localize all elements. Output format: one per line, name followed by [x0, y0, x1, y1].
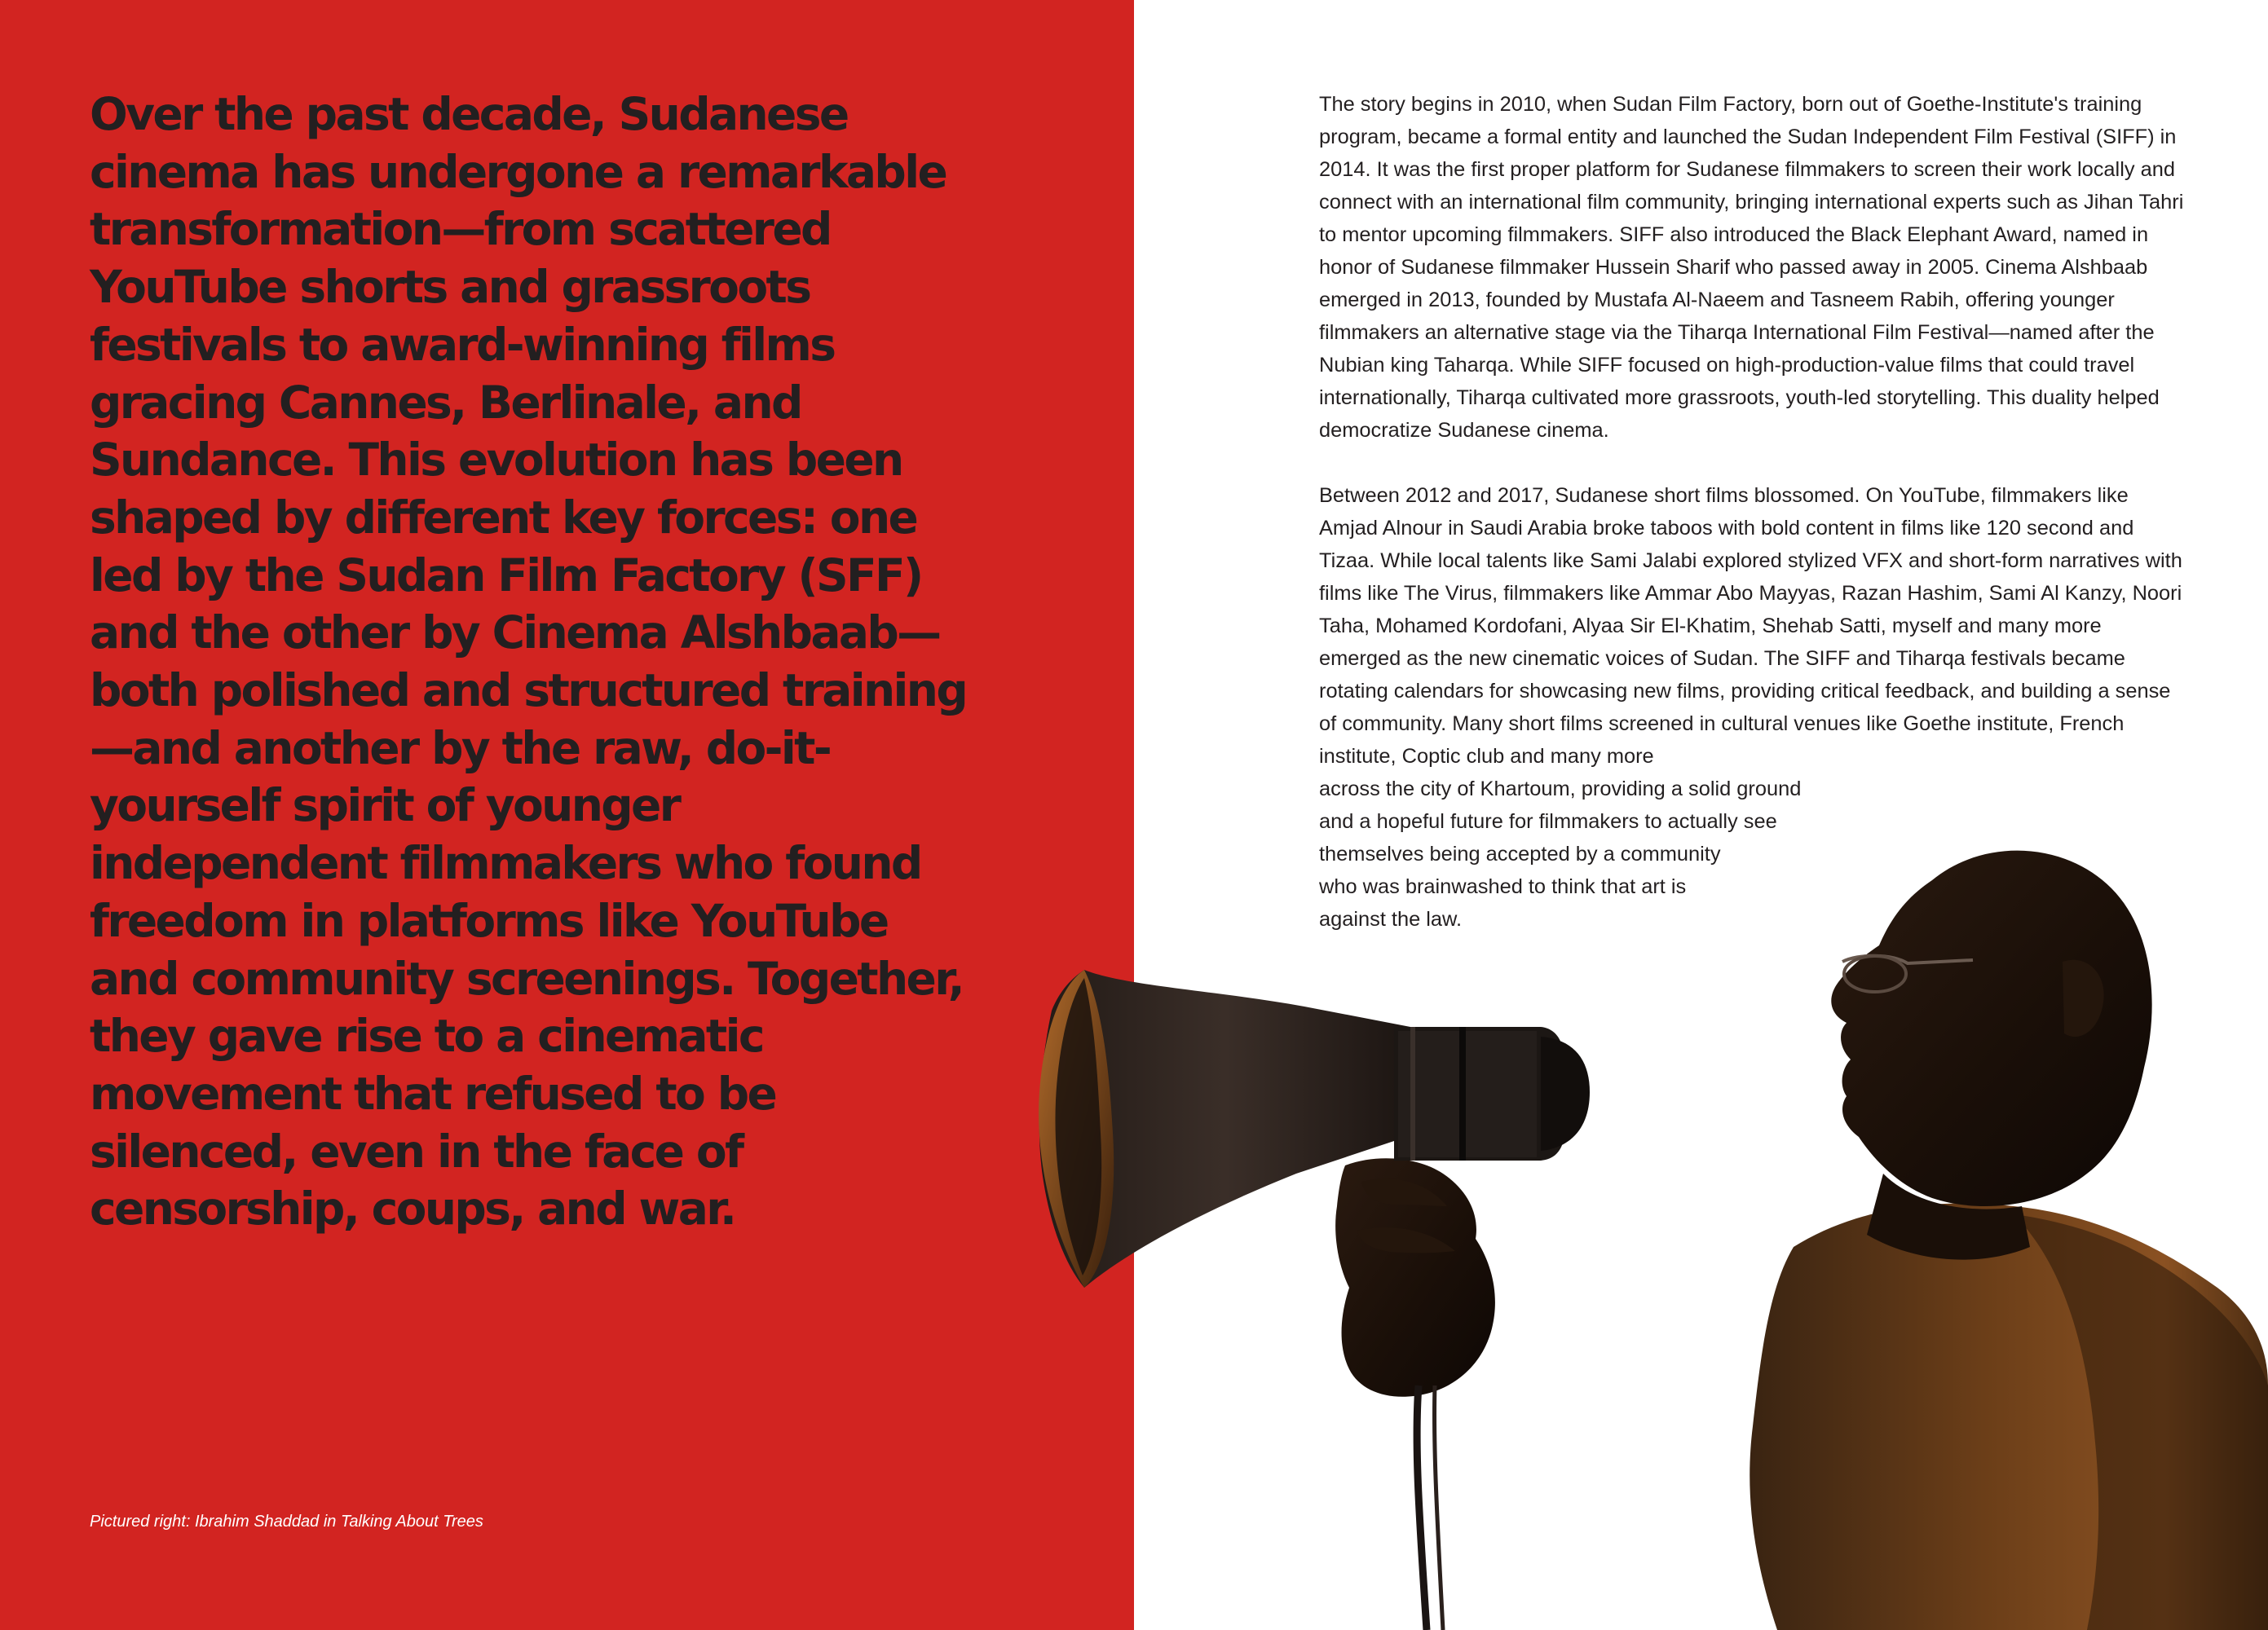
wrap-line: who was brainwashed to think that art is: [1319, 875, 1687, 898]
body-paragraph-2-wrap: [1319, 773, 2134, 936]
body-text: [1319, 88, 2187, 936]
wrap-line: against the law.: [1319, 908, 1463, 931]
body-paragraph-1: The story begins in 2010, when Sudan Film Factory, born out of Goethe-Institute's training program, became a formal entity and launched the Sudan Independent Film Festival (SIFF) in 2014. It was the first proper platform for Sudanese filmmakers to screen their work locally and connect with an international film community, bringing international experts such as Jihan Tahri to mentor upcoming filmmakers. SIFF also introduced the Black Elephant Award, named in honor of Sudanese filmmaker Hussein Sharif who passed away in 2005. Cinema Alshbaab emerged in 2013, founded by Mustafa Al-Naeem and Tasneem Rabih, offering younger filmmakers an alternative stage via the Tiharqa International Film Festival—named after the Nubian king Taharqa. While SIFF focused on high-production-value films that could travel internationally, Tiharqa cultivated more grassroots, youth-led storytelling. This duality helped democratize Sudanese cinema.: [1319, 93, 2184, 442]
body-paragraph-2: Between 2012 and 2017, Sudanese short films blossomed. On YouTube, filmmakers like Amjad Alnour in Saudi Arabia broke taboos with bold content in films like 120 second and Tizaa. While local talents like Sami Jalabi explored stylized VFX and short-form narratives with films like The Virus, filmmakers like Ammar Abo Mayyas, Razan Hashim, Sami Al Kanzy, Noori Taha, Mohamed Kordofani, Alyaa Sir El-Khatim, Shehab Satti, myself and many more emerged as the new cinematic voices of Sudan. The SIFF and Tiharqa festivals became rotating calendars for showcasing new films, providing critical feedback, and building a sense of community. Many short films screened in cultural venues like Goethe institute, French institute, Coptic club and many more: [1319, 484, 2182, 768]
wrap-line: and a hopeful future for filmmakers to actually see: [1319, 810, 1777, 833]
wrap-line: across the city of Khartoum, providing a solid ground: [1319, 778, 1802, 800]
photo-caption: Pictured right: Ibrahim Shaddad in Talking About Trees: [90, 1513, 483, 1531]
wrap-line: themselves being accepted by a community: [1319, 843, 1721, 866]
pull-quote: Over the past decade, Sudanese cinema has undergone a remarkable transformation—from scattered YouTube shorts and grassroots festivals to award-winning films gracing Cannes, Berlinale, and Sundance. This evolution has been shaped by different key forces: one led by the Sudan Film Factory (SFF) and the other by Cinema Alshbaab—both polished and structured training—and another by the raw, do-it-yourself spirit of younger independent filmmakers who found freedom in platforms like YouTube and community screenings. Together, they gave rise to a cinematic movement that refused to be silenced, even in the face of censorship, coups, and war.: [90, 88, 967, 1236]
megaphone-man-photo: [1035, 823, 2268, 1630]
